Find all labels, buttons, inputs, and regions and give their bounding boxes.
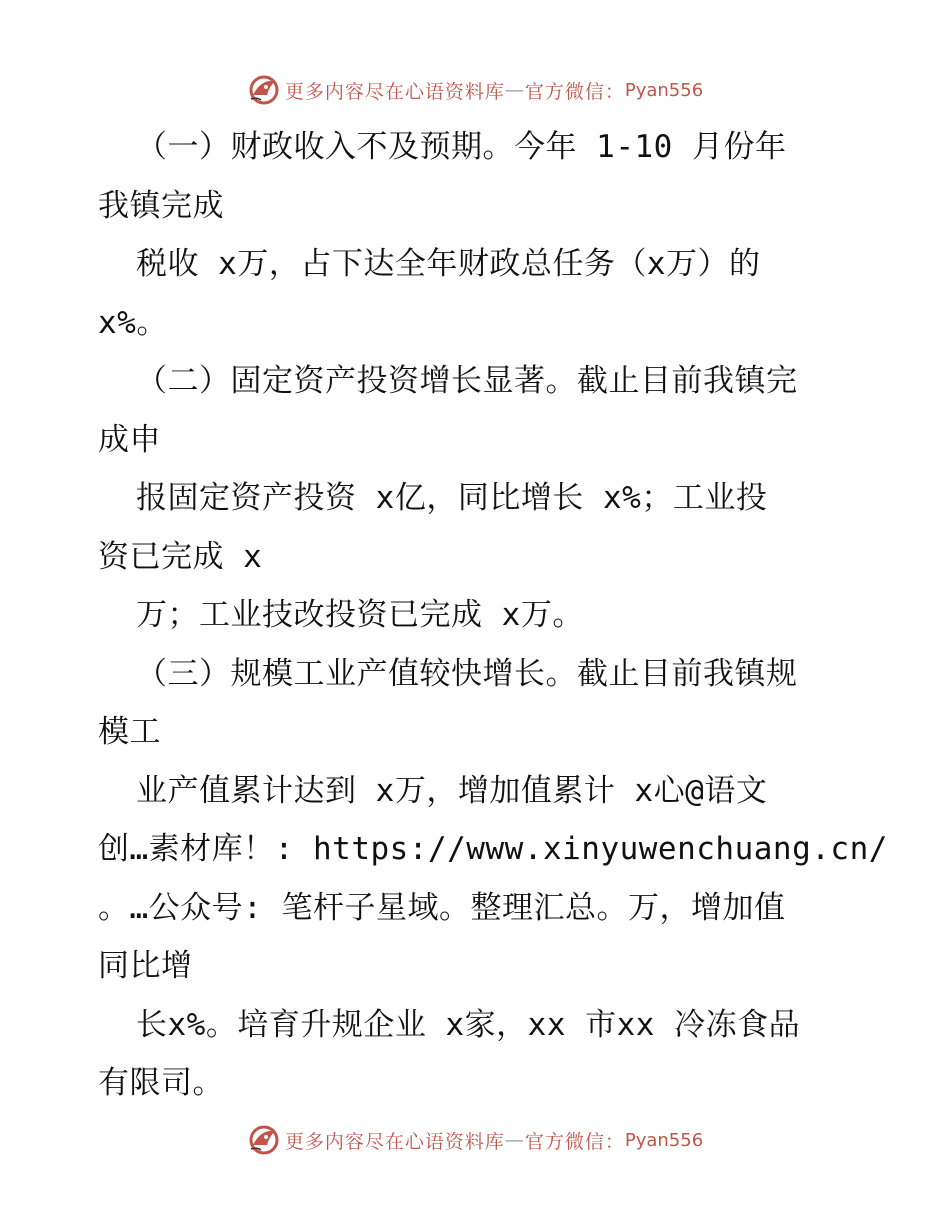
text-line: 同比增 bbox=[98, 948, 193, 984]
text-line: 万；工业技改投资已完成 x万。 bbox=[136, 597, 584, 633]
document-body bbox=[98, 118, 888, 1113]
text-line: 。…公众号: 笔杆子星域。整理汇总。万，增加值 bbox=[98, 889, 786, 926]
text-line: 有限司。 bbox=[98, 1065, 224, 1101]
banner-left-text: 更多内容尽在心语资料库 bbox=[284, 80, 505, 103]
banner-mid-text: 官方微信： bbox=[524, 1130, 625, 1153]
banner-left-text: 更多内容尽在心语资料库 bbox=[284, 1130, 505, 1153]
text-line: 成申 bbox=[98, 421, 161, 458]
text-line: 长x%。培育升规企业 x家，xx 市xx 冷冻食品 bbox=[136, 1006, 801, 1043]
text-line: 我镇完成 bbox=[98, 187, 224, 224]
header-banner bbox=[0, 70, 950, 110]
pen-nib-logo-icon bbox=[247, 1123, 281, 1157]
pen-nib-logo-icon bbox=[247, 73, 281, 107]
text-line: 报固定资产投资 x亿，同比增长 x%；工业投 bbox=[136, 480, 768, 516]
text-line: 税收 x万，占下达全年财政总任务（x万）的 bbox=[136, 246, 761, 282]
banner-wechat-id: Pyan556 bbox=[624, 79, 704, 101]
text-line: 资已完成 x bbox=[98, 538, 263, 575]
banner-separator: — bbox=[504, 1129, 525, 1151]
banner-separator: — bbox=[504, 79, 525, 101]
text-line: 创…素材库！: https://www.xinyuwenchuang.cn/ bbox=[98, 831, 888, 867]
text-line: x%。 bbox=[98, 304, 168, 341]
footer-banner bbox=[0, 1120, 950, 1160]
text-line: （一）财政收入不及预期。今年 1-10 月份年 bbox=[136, 129, 787, 165]
text-line: （二）固定资产投资增长显著。截止目前我镇完 bbox=[136, 363, 798, 399]
text-line: 模工 bbox=[98, 714, 161, 750]
banner-wechat-id: Pyan556 bbox=[624, 1129, 704, 1151]
banner-mid-text: 官方微信： bbox=[524, 80, 625, 103]
text-line: （三）规模工业产值较快增长。截止目前我镇规 bbox=[136, 655, 798, 692]
text-line: 业产值累计达到 x万，增加值累计 x心@语文 bbox=[136, 772, 768, 809]
